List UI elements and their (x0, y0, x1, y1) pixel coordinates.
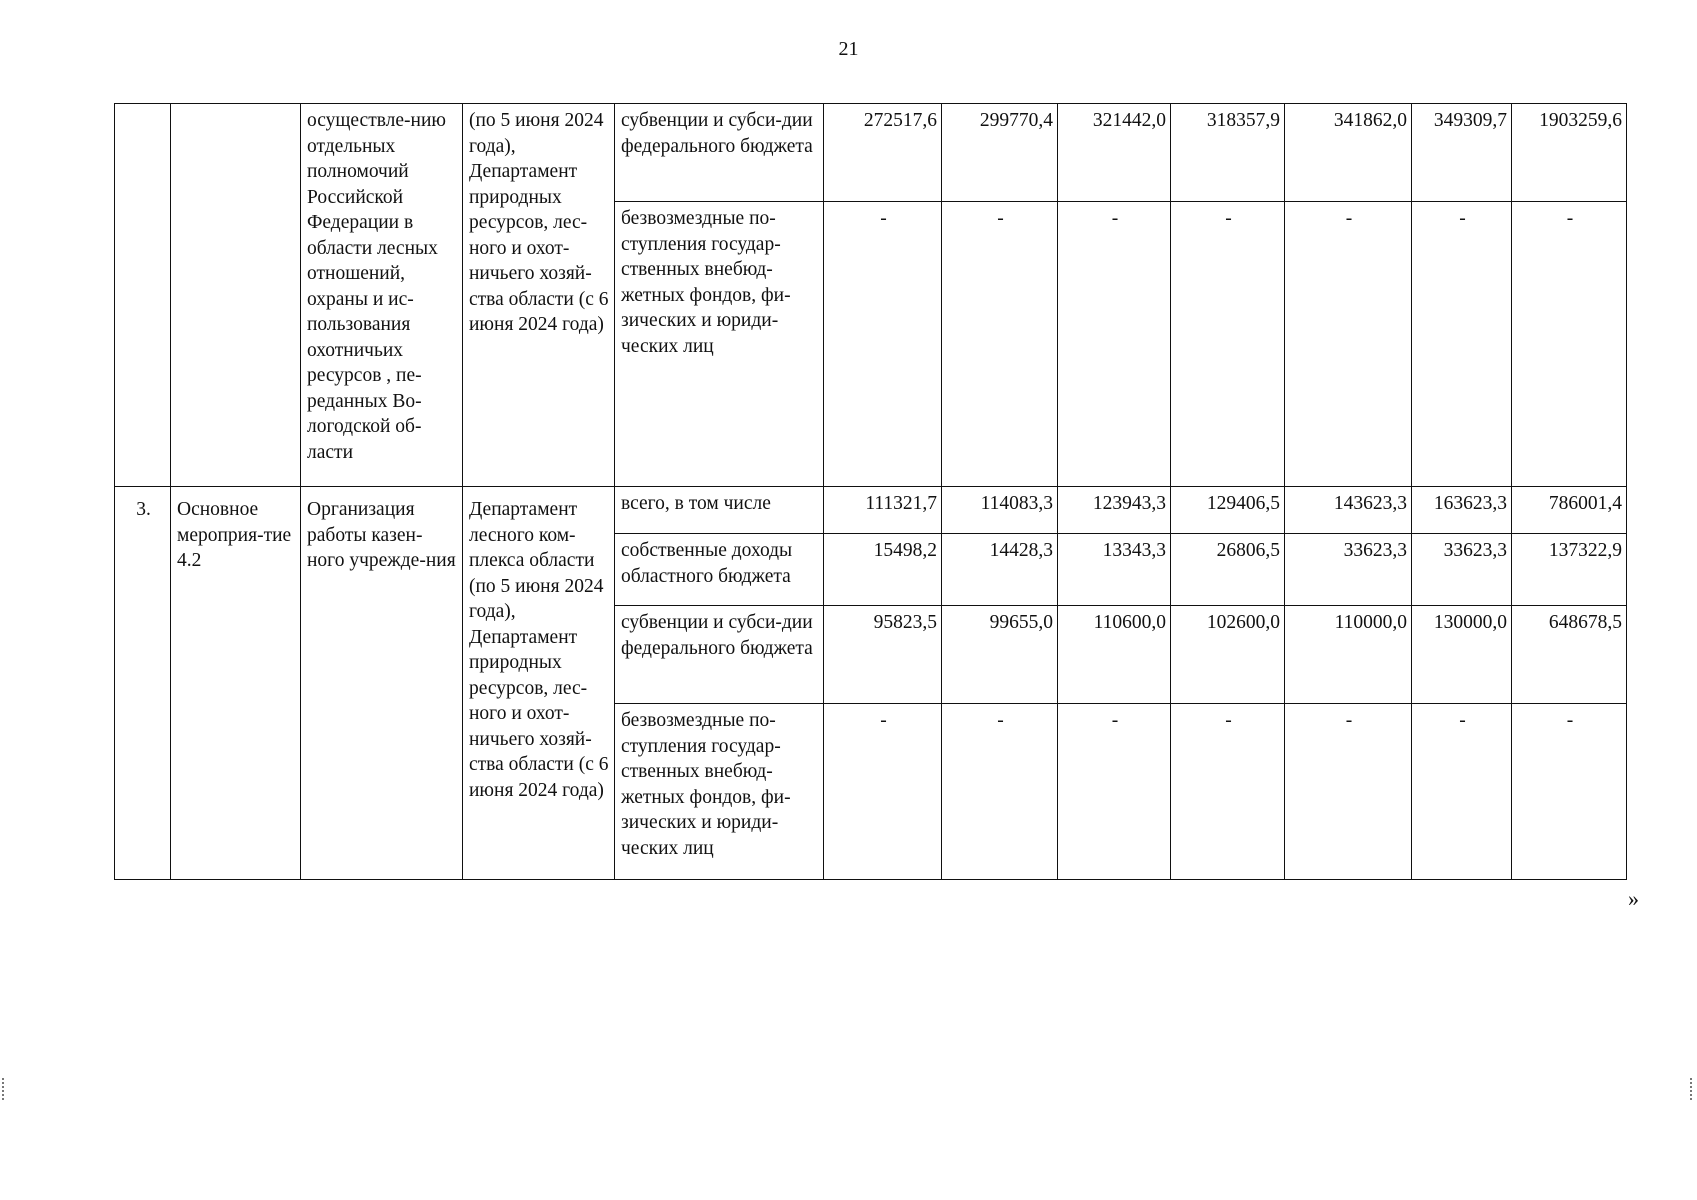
executor-cell: (по 5 июня 2024 года), Департамент природных ресурсов, лес-ного и охот-ничьего хозяй-ства области (с 6 июня 2024 года) (463, 104, 615, 487)
value-cell: - (942, 202, 1058, 487)
activity-cell: осуществле-нию отдельных полномочий Российской Федерации в области лесных отношений, охраны и ис-пользования охотничьих ресурсов , пе-реданных Во-логодской об-ласти (301, 104, 463, 487)
value-cell: 14428,3 (942, 534, 1058, 606)
row-name-cell (171, 104, 301, 487)
funding-source-cell: собственные доходы областного бюджета (615, 534, 824, 606)
closing-quote: » (1628, 886, 1639, 911)
page-number: 21 (838, 38, 859, 60)
value-cell: 318357,9 (1171, 104, 1285, 202)
scan-edge-mark (1690, 1078, 1694, 1100)
value-cell: 341862,0 (1285, 104, 1412, 202)
value-cell: - (1285, 704, 1412, 880)
row-number-cell (115, 104, 171, 487)
value-cell: 13343,3 (1058, 534, 1171, 606)
funding-source-cell: безвозмездные по-ступления государ-ственных внебюд-жетных фондов, фи-зических и юриди-ческих лиц (615, 704, 824, 880)
value-cell: 349309,7 (1412, 104, 1512, 202)
value-cell: - (824, 202, 942, 487)
executor-cell: Департамент лесного ком-плекса области (по 5 июня 2024 года), Департамент природных ресурсов, лес-ного и охот-ничьего хозяй-ства области (с 6 июня 2024 года) (463, 487, 615, 880)
row-number-cell: 3. (115, 487, 171, 880)
funding-source-cell: субвенции и субси-дии федерального бюджета (615, 104, 824, 202)
value-cell: 102600,0 (1171, 606, 1285, 704)
value-cell: 129406,5 (1171, 487, 1285, 534)
value-cell: 321442,0 (1058, 104, 1171, 202)
value-cell: 15498,2 (824, 534, 942, 606)
value-cell: 111321,7 (824, 487, 942, 534)
value-cell: 123943,3 (1058, 487, 1171, 534)
scan-edge-mark (2, 1078, 6, 1100)
total-value-cell: 137322,9 (1512, 534, 1627, 606)
value-cell: 130000,0 (1412, 606, 1512, 704)
value-cell: 33623,3 (1285, 534, 1412, 606)
value-cell: - (1058, 704, 1171, 880)
funding-source-cell: безвозмездные по-ступления государ-ственных внебюд-жетных фондов, фи-зических и юриди-ческих лиц (615, 202, 824, 487)
value-cell: 163623,3 (1412, 487, 1512, 534)
value-cell: 99655,0 (942, 606, 1058, 704)
activity-cell: Организация работы казен-ного учрежде-ния (301, 487, 463, 880)
value-cell: - (1285, 202, 1412, 487)
value-cell: 33623,3 (1412, 534, 1512, 606)
value-cell: - (1171, 202, 1285, 487)
value-cell: - (824, 704, 942, 880)
value-cell: - (1412, 202, 1512, 487)
total-value-cell: 1903259,6 (1512, 104, 1627, 202)
funding-source-cell: всего, в том числе (615, 487, 824, 534)
value-cell: 114083,3 (942, 487, 1058, 534)
funding-source-cell: субвенции и субси-дии федерального бюджета (615, 606, 824, 704)
budget-table (114, 103, 1627, 880)
total-value-cell: 786001,4 (1512, 487, 1627, 534)
value-cell: - (1058, 202, 1171, 487)
value-cell: - (1412, 704, 1512, 880)
value-cell: 95823,5 (824, 606, 942, 704)
value-cell: 143623,3 (1285, 487, 1412, 534)
row-name-cell: Основное мероприя-тие 4.2 (171, 487, 301, 880)
value-cell: 110000,0 (1285, 606, 1412, 704)
total-value-cell: - (1512, 202, 1627, 487)
value-cell: 26806,5 (1171, 534, 1285, 606)
value-cell: - (1171, 704, 1285, 880)
total-value-cell: - (1512, 704, 1627, 880)
value-cell: 272517,6 (824, 104, 942, 202)
value-cell: 110600,0 (1058, 606, 1171, 704)
value-cell: - (942, 704, 1058, 880)
table-row (115, 104, 1627, 202)
value-cell: 299770,4 (942, 104, 1058, 202)
table-row (115, 487, 1627, 534)
total-value-cell: 648678,5 (1512, 606, 1627, 704)
